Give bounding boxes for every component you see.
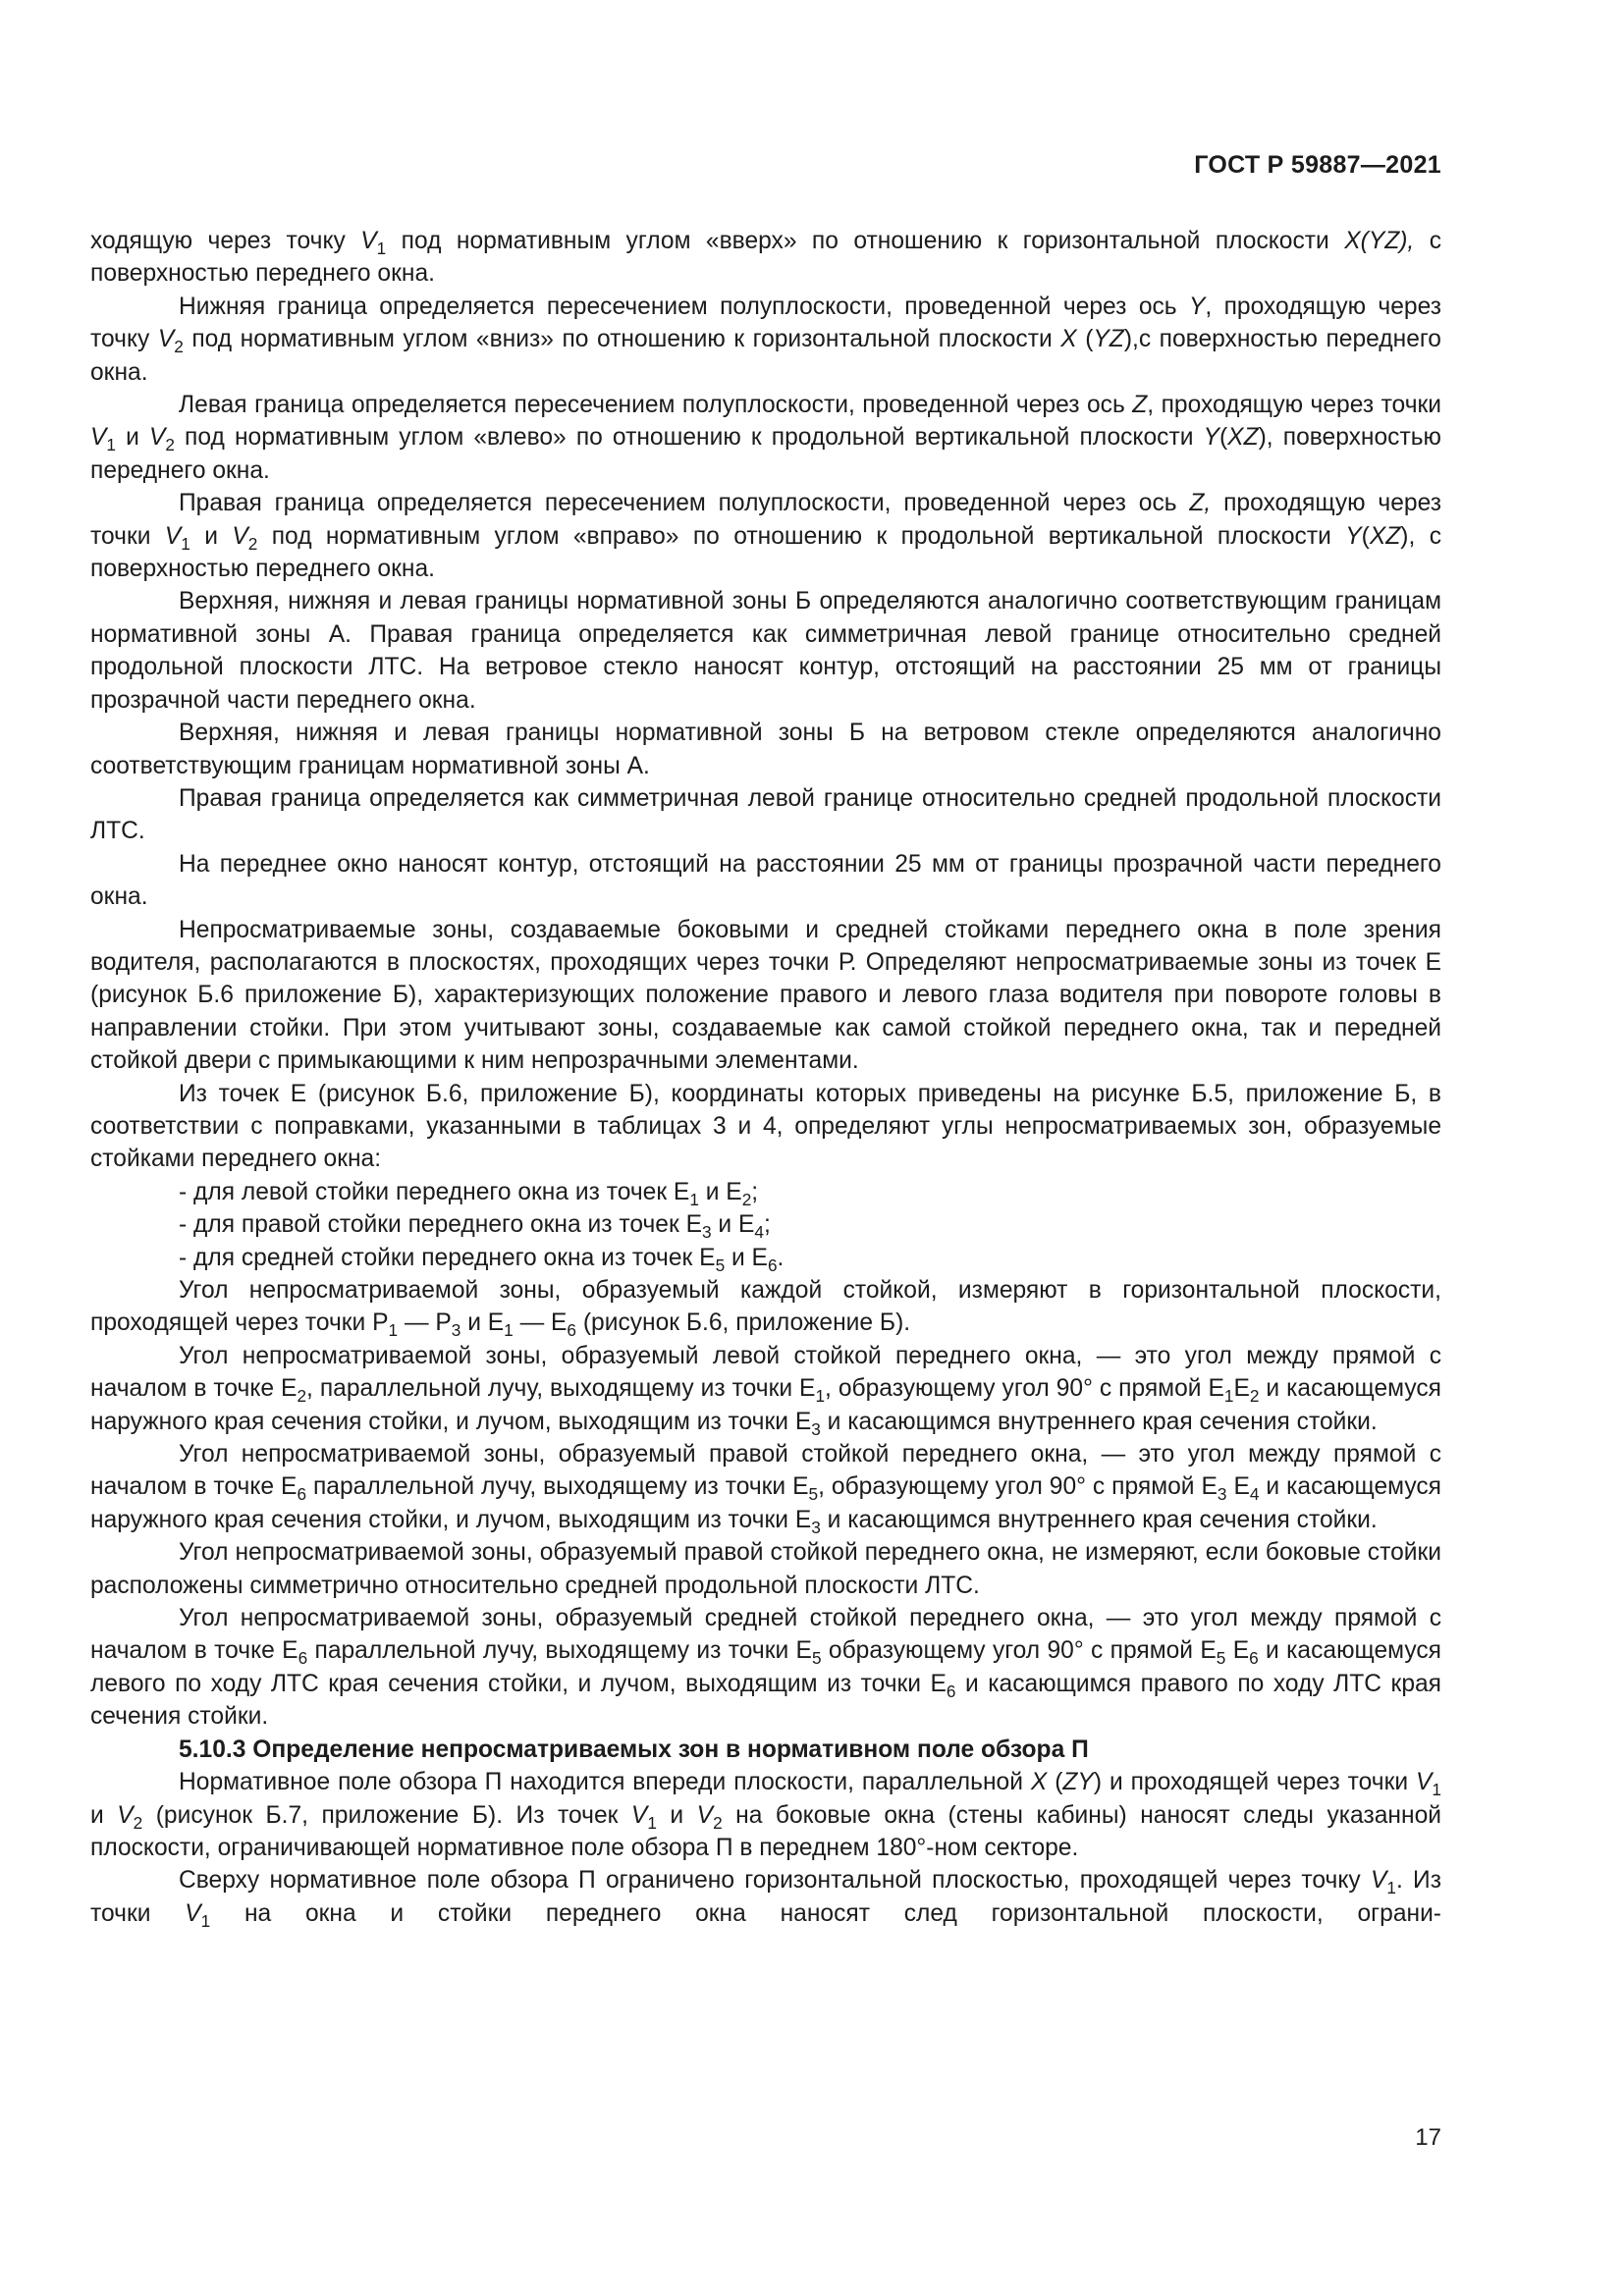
text-run: образующему угол 90° с прямой Е (821, 1637, 1217, 1665)
subscript: 6 (297, 1484, 307, 1505)
body-paragraph (90, 225, 1441, 291)
italic-symbol: X (1030, 1769, 1048, 1796)
text-run: ) и проходящей через точки (1093, 1769, 1416, 1796)
text-run: ), с поверхностью переднего окна. (90, 522, 1441, 583)
text-run: - для правой стойки переднего окна из точек Е (179, 1211, 702, 1239)
body-paragraph (90, 717, 1441, 782)
text-run: ),с поверхностью переднего окна. (90, 326, 1441, 386)
subscript: 1 (181, 533, 190, 554)
subscript: 5 (715, 1255, 726, 1275)
text-run: Правая граница определяется как симметричная левой границе относительно средней продольной плоскости ЛТС. (90, 784, 1441, 845)
text-run: Правая граница определяется пересечением полуплоскости, проведенной через ось (179, 490, 1190, 517)
text-run: На переднее окно наносят контур, отстоящий на расстоянии 25 мм от границы прозрачной части переднего окна. (90, 850, 1441, 911)
subscript: 3 (451, 1320, 461, 1341)
subscript: 6 (767, 1255, 778, 1275)
text-run: с поверхностью переднего окна. (90, 228, 1441, 288)
text-run: под нормативным углом «вверх» по отношению к горизонтальной плоскости (386, 228, 1345, 254)
subscript: 3 (1217, 1484, 1227, 1505)
text-run: ; (763, 1211, 771, 1239)
subscript: 1 (1432, 1780, 1441, 1800)
subscript: 2 (165, 435, 175, 455)
text-run: ходящую через точку (90, 228, 361, 254)
subscript: 5 (811, 1648, 822, 1669)
text-run: и (115, 424, 149, 452)
text-run: Угол непросматриваемой зоны, образуемый левой стойкой переднего окна, — это угол между прямой с началом в точке Е (90, 1342, 1441, 1403)
italic-symbol: V (1370, 1867, 1387, 1895)
page-body (90, 225, 1441, 1930)
italic-symbol: V (185, 1899, 201, 1927)
text-run: - для средней стойки переднего окна из точек Е (179, 1244, 716, 1271)
text-run: Е (1225, 1637, 1250, 1665)
text-run: Нормативное поле обзора П находится впереди плоскости, параллельной (179, 1769, 1031, 1796)
text-run: Е (1226, 1473, 1250, 1501)
italic-symbol: V (630, 1801, 648, 1829)
text-run: и касающимся внутреннего края сечения стойки. (820, 1506, 1378, 1533)
text-run: проходящую через точки (90, 490, 1441, 550)
text-run: Угол непросматриваемой зоны, образуемый правой стойкой переднего окна, — это угол между прямой с началом в точке Е (90, 1441, 1441, 1501)
text-run: параллельной лучу, выходящему из точки Е (307, 1637, 812, 1665)
text-run: под нормативным углом «вправо» по отношению к продольной вертикальной плоскости (257, 522, 1346, 550)
subscript: 6 (567, 1320, 576, 1341)
subscript: 2 (741, 1189, 752, 1209)
text-run: Верхняя, нижняя и левая границы нормативной зоны Б на ветровом стекле определяются аналогично соответствующим границам нормативной зоны А. (90, 720, 1441, 779)
subscript: 2 (174, 337, 184, 357)
subscript: 4 (754, 1222, 764, 1243)
text-run: Нижняя граница определяется пересечением полуплоскости, проведенной через ось (179, 293, 1189, 320)
subscript: 1 (689, 1189, 699, 1209)
section-heading (90, 1734, 1441, 1766)
text-run: , параллельной лучу, выходящему из точки Е (306, 1375, 816, 1403)
text-run: - для левой стойки переднего окна из точек Е (179, 1178, 690, 1205)
subscript: 5 (808, 1484, 819, 1505)
text-run: на окна и стойки переднего окна наносят след горизонтальной плоскости, ограни- (210, 1899, 1442, 1927)
text-run: , проходящую через точку (90, 293, 1442, 353)
subscript: 2 (713, 1812, 723, 1833)
body-paragraph (90, 782, 1441, 848)
italic-symbol: V (164, 522, 182, 550)
italic-symbol: XZ (1227, 424, 1259, 452)
body-paragraph (90, 1602, 1441, 1734)
italic-symbol: Z, (1189, 490, 1212, 517)
text-run: (рисунок Б.7, приложение Б). Из точек (142, 1801, 631, 1829)
document-header (0, 151, 1441, 180)
italic-symbol: XZ (1369, 522, 1401, 550)
subscript: 3 (811, 1418, 821, 1439)
text-run: Е (1233, 1375, 1250, 1403)
page-number: 17 (1415, 2124, 1441, 2151)
subscript: 1 (1223, 1386, 1234, 1407)
italic-symbol: V (117, 1801, 134, 1829)
body-paragraph (90, 848, 1441, 914)
text-run: , образующему угол 90° с прямой Е (818, 1473, 1218, 1501)
subscript: 1 (200, 1910, 211, 1931)
text-run: Сверху нормативное поле обзора П ограничено горизонтальной плоскостью, проходящей через точку (179, 1867, 1371, 1895)
italic-symbol: V (232, 522, 248, 550)
italic-symbol: Y (1203, 424, 1219, 452)
italic-symbol: V (360, 228, 377, 254)
text-run: . Из точки (90, 1867, 1441, 1927)
text-run: и касающимся правого по ходу ЛТС края сечения стойки. (90, 1670, 1441, 1731)
text-run: Угол непросматриваемой зоны, образуемый правой стойкой переднего окна, не измеряют, если боковые стойки расположены симметрично относительно средней продольной плоскости ЛТС. (90, 1539, 1441, 1599)
subscript: 1 (388, 1320, 399, 1341)
text-run: и Е (460, 1309, 505, 1337)
subscript: 1 (504, 1320, 514, 1341)
text-run: (рисунок Б.6, приложение Б). (576, 1309, 911, 1337)
italic-symbol: Y (1188, 293, 1206, 320)
text-run: ( (1047, 1769, 1063, 1796)
text-run: Непросматриваемые зоны, создаваемые боковыми и средней стойками переднего окна в поле зрения водителя, располагаются в плоскостях, проходящих через точки Р. Определяют непросматриваемые зоны из точек Е (рисунок Б.6 приложение Б), характеризующих положение правого и левого глаза водителя при повороте головы в направлении стойки. При этом учитывают зоны, создаваемые как самой стойкой переднего окна, так и передней стойкой двери с примыкающими к ним непрозрачными элементами. (90, 916, 1441, 1075)
subscript: 2 (247, 533, 258, 554)
standard-id: ГОСТ Р 59887—2021 (1194, 151, 1441, 179)
text-run: параллельной лучу, выходящему из точки Е (306, 1473, 809, 1501)
list-item (90, 1176, 1441, 1208)
italic-symbol: V (90, 424, 107, 452)
text-run: — Е (513, 1309, 568, 1337)
text-run: Верхняя, нижняя и левая границы нормативной зоны Б определяются аналогично соответствующим границам нормативной зоны А. Правая граница определяется как симметричная левой границе относительно средней продольной плоскости ЛТС. На ветровое стекло наносят контур, отстоящий на расстоянии 25 мм от границы прозрачной части переднего окна. (90, 588, 1441, 714)
text-run: и Е (711, 1211, 755, 1239)
list-item (90, 1242, 1441, 1274)
body-paragraph (90, 1078, 1441, 1176)
body-paragraph (90, 1274, 1441, 1340)
subscript: 1 (1386, 1878, 1396, 1898)
text-run: и Е (725, 1244, 768, 1271)
italic-symbol: YZ (1093, 326, 1124, 353)
text-run: Угол непросматриваемой зоны, образуемый каждой стойкой, измеряют в горизонтальной плоскости, проходящей через точки Р (90, 1277, 1441, 1337)
body-paragraph (90, 1864, 1441, 1930)
text-run: на боковые окна (стены кабины) наносят следы указанной плоскости, ограничивающей нормативное поле обзора П в переднем 180°-ном секторе. (90, 1801, 1441, 1861)
body-paragraph (90, 914, 1441, 1078)
body-paragraph (90, 291, 1441, 389)
body-paragraph (90, 487, 1441, 585)
italic-symbol: V (696, 1801, 714, 1829)
text-run: и касающемуся левого по ходу ЛТС края сечения стойки, и лучом, выходящим из точки Е (90, 1637, 1441, 1697)
italic-symbol: V (1416, 1769, 1433, 1796)
subscript: 2 (297, 1386, 307, 1407)
subscript: 1 (815, 1386, 826, 1407)
body-paragraph (90, 389, 1441, 487)
text-run: и касающемуся наружного края сечения стойки, и лучом, выходящим из точки Е (90, 1473, 1441, 1533)
subscript: 3 (811, 1517, 821, 1537)
subscript: 6 (946, 1681, 956, 1701)
italic-symbol: X (1060, 326, 1077, 353)
text-run: под нормативным углом «влево» по отношению к продольной вертикальной плоскости (174, 424, 1204, 452)
text-run: Угол непросматриваемой зоны, образуемый средней стойкой переднего окна, — это угол между прямой с началом в точке Е (90, 1605, 1441, 1665)
subscript: 4 (1249, 1484, 1260, 1505)
text-run: ( (1218, 424, 1228, 452)
list-item (90, 1208, 1441, 1241)
text-run: и касающимся внутреннего края сечения стойки. (820, 1408, 1378, 1435)
body-paragraph (90, 1340, 1441, 1438)
text-run: Из точек Е (рисунок Б.6, приложение Б), координаты которых приведены на рисунке Б.5, приложение Б, в соответствии с поправками, указанными в таблицах 3 и 4, определяют углы непросматриваемых зон, образуемые стойками переднего окна: (90, 1080, 1441, 1173)
text-run: ( (1076, 326, 1094, 353)
body-paragraph (90, 585, 1441, 717)
text-run: ), поверхностью переднего окна. (90, 424, 1441, 484)
text-run: Левая граница определяется пересечением полуплоскости, проведенной через ось (179, 392, 1133, 419)
subscript: 6 (298, 1648, 308, 1669)
italic-symbol: X(YZ), (1344, 228, 1415, 254)
body-paragraph (90, 1536, 1441, 1602)
italic-symbol: V (157, 326, 175, 353)
subscript: 6 (1249, 1648, 1259, 1669)
subscript: 3 (701, 1222, 712, 1243)
text-run: и (656, 1801, 697, 1829)
text-run: и касающемуся наружного края сечения стойки, и лучом, выходящим из точки Е (90, 1375, 1441, 1435)
subscript: 5 (1216, 1648, 1226, 1669)
text-run: , образующему угол 90° с прямой Е (825, 1375, 1224, 1403)
subscript: 1 (106, 435, 116, 455)
body-paragraph (90, 1438, 1441, 1536)
text-run: 5.10.3 Определение непросматриваемых зон в нормативном поле обзора П (179, 1735, 1089, 1763)
subscript: 1 (376, 239, 387, 259)
text-run: под нормативным углом «вниз» по отношению к горизонтальной плоскости (183, 326, 1061, 353)
text-run: ( (1361, 522, 1370, 550)
text-run: . (777, 1244, 785, 1271)
text-run: и (189, 522, 233, 550)
subscript: 1 (647, 1812, 657, 1833)
text-run: ; (751, 1178, 759, 1205)
italic-symbol: ZY (1062, 1769, 1094, 1796)
body-paragraph (90, 1766, 1441, 1864)
text-run: и Е (698, 1178, 742, 1205)
text-run: и (90, 1801, 118, 1829)
italic-symbol: Y (1345, 522, 1362, 550)
subscript: 2 (133, 1812, 143, 1833)
text-run: — Р (398, 1309, 452, 1337)
subscript: 2 (1249, 1386, 1260, 1407)
italic-symbol: V (148, 424, 166, 452)
italic-symbol: Z (1132, 392, 1148, 419)
text-run: , проходящую через точки (1147, 392, 1442, 419)
